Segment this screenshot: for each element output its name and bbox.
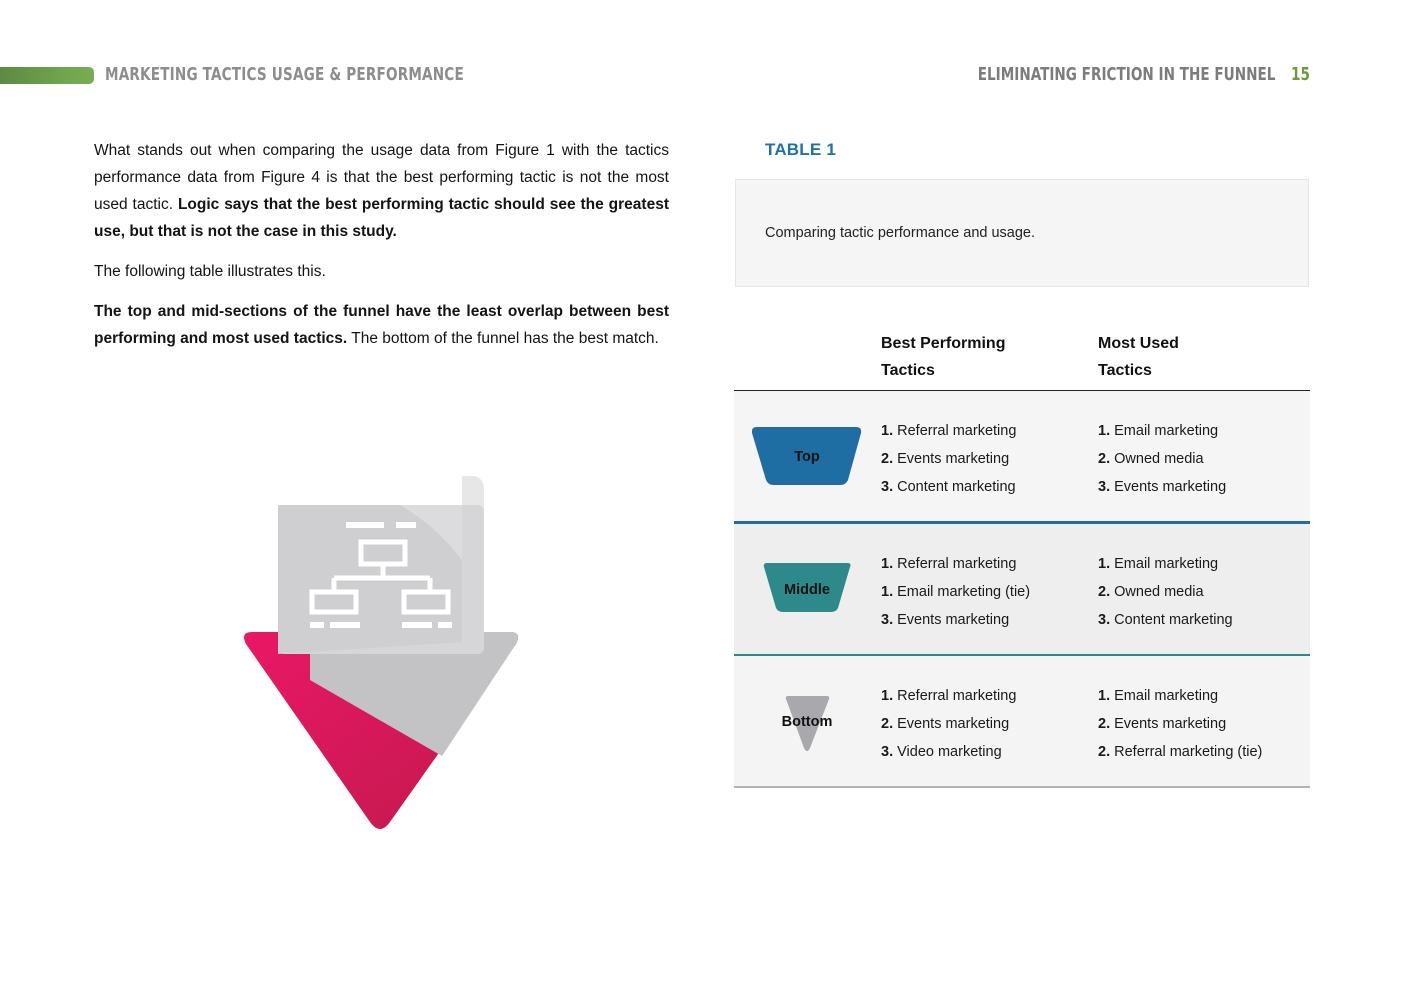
- list-item: 1. Referral marketing: [881, 556, 1017, 572]
- list-item: 2. Events marketing: [1098, 716, 1227, 732]
- paragraph-1-emphasis: Logic says that the best performing tactic should see the greatest use, but that is not the case in this study.: [94, 196, 669, 240]
- list-item: 1. Email marketing (tie): [881, 584, 1031, 600]
- list-item: 2. Referral marketing (tie): [1098, 744, 1263, 760]
- list-item: 1. Email marketing: [1098, 423, 1219, 439]
- section-title: MARKETING TACTICS USAGE & PERFORMANCE: [105, 64, 464, 85]
- tier-row-middle: [734, 524, 1310, 656]
- best-performing-list: [881, 550, 1030, 634]
- paragraph-3-emphasis: The top and mid-sections of the funnel have the least overlap between best performing and most used tactics.: [94, 303, 669, 347]
- tier-label: Middle: [784, 582, 830, 598]
- list-item: 1. Referral marketing: [881, 423, 1017, 439]
- list-item: 3. Content marketing: [881, 479, 1016, 495]
- list-item: 3. Content marketing: [1098, 612, 1233, 628]
- paragraph-2: The following table illustrates this.: [94, 263, 326, 280]
- page-number: 15: [1291, 64, 1310, 85]
- paragraph-1: [94, 137, 669, 245]
- list-item: 2. Events marketing: [881, 451, 1010, 467]
- list-item: 1. Email marketing: [1098, 556, 1219, 572]
- list-item: 3. Video marketing: [881, 744, 1002, 760]
- best-performing-list: [881, 417, 1016, 501]
- tier-row-top: [734, 391, 1310, 524]
- header-accent-bar: [0, 67, 94, 84]
- paragraph-3: [94, 298, 669, 352]
- list-item: 2. Owned media: [1098, 451, 1204, 467]
- funnel-arrow-org-chart-icon: [230, 470, 540, 850]
- list-item: 3. Events marketing: [1098, 479, 1227, 495]
- list-item: 2. Events marketing: [881, 716, 1010, 732]
- table-caption-box: [735, 179, 1309, 287]
- table-label: TABLE 1: [765, 140, 836, 159]
- column-header-best-performing: Best Performing Tactics: [881, 335, 1006, 379]
- tier-row-bottom: [734, 656, 1310, 788]
- tier-label: Bottom: [781, 714, 833, 730]
- list-item: 1. Referral marketing: [881, 688, 1017, 704]
- body-text: [94, 137, 669, 365]
- funnel-arrow-illustration: [230, 470, 540, 850]
- paragraph-1-intro: What stands out when comparing the usage data from Figure 1 with the tactics performance data from Figure 4 is that the best performing tactic is not the most used tactic.: [94, 142, 669, 213]
- most-used-list: [1098, 550, 1233, 634]
- column-header-most-used: Most Used Tactics: [1098, 335, 1179, 379]
- paragraph-3-rest: The bottom of the funnel has the best match.: [351, 330, 659, 347]
- most-used-list: [1098, 682, 1262, 766]
- tier-label: Top: [794, 449, 820, 465]
- most-used-list: [1098, 417, 1226, 501]
- best-performing-list: [881, 682, 1016, 766]
- list-item: 2. Owned media: [1098, 584, 1204, 600]
- list-item: 3. Events marketing: [881, 612, 1010, 628]
- table-caption: Comparing tactic performance and usage.: [765, 225, 1036, 241]
- chapter-title: ELIMINATING FRICTION IN THE FUNNEL: [977, 64, 1275, 85]
- list-item: 1. Email marketing: [1098, 688, 1219, 704]
